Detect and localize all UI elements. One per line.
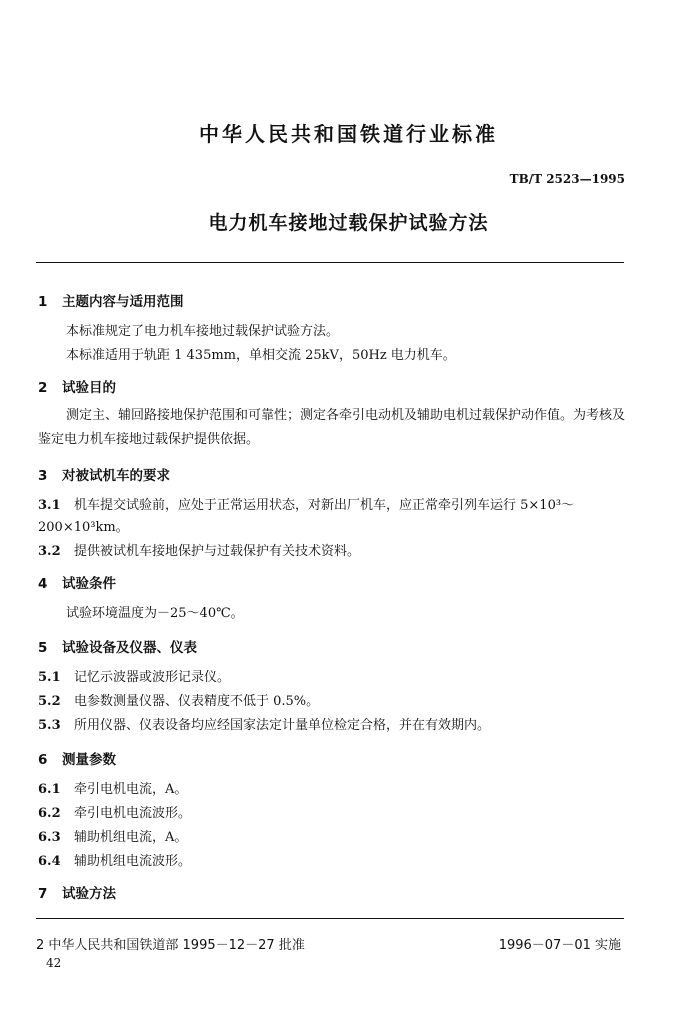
section-title: 试验目的 xyxy=(62,380,116,396)
section-title: 对被试机车的要求 xyxy=(62,468,170,484)
item-number: 6.1 xyxy=(38,782,61,797)
implementation-date: 1996－07－01 实施 xyxy=(498,938,621,953)
item-number: 5.3 xyxy=(38,718,61,733)
section-title: 主题内容与适用范围 xyxy=(62,294,184,310)
page-number: 42 xyxy=(46,956,62,970)
section-title: 试验设备及仪器、仪表 xyxy=(62,640,197,656)
section-6-heading xyxy=(38,748,116,768)
section-1-heading xyxy=(38,290,184,310)
item-6-1 xyxy=(38,778,187,797)
item-3-2 xyxy=(38,540,360,559)
section-4-heading xyxy=(38,572,116,592)
section-number: 3 xyxy=(38,468,48,484)
section-2-paragraph: 测定主、辅回路接地保护范围和可靠性；测定各牵引电动机及辅助电机过载保护动作值。为考核及鉴定电力机车接地过载保护提供依据。 xyxy=(38,408,626,447)
section-number: 7 xyxy=(38,886,48,902)
item-5-2 xyxy=(38,690,319,709)
section-1-line-2: 本标准适用于轨距 1 435mm，单相交流 25kV，50Hz 电力机车。 xyxy=(66,348,456,363)
item-5-1 xyxy=(38,666,230,685)
item-6-4 xyxy=(38,850,191,869)
item-text: 提供被试机车接地保护与过载保护有关技术资料。 xyxy=(74,544,361,559)
item-3-1 xyxy=(38,494,574,513)
item-text: 辅助机组电流，A。 xyxy=(74,830,188,845)
item-text: 记忆示波器或波形记录仪。 xyxy=(74,670,231,685)
section-title: 试验条件 xyxy=(62,576,116,592)
section-title: 测量参数 xyxy=(62,752,116,768)
section-5-heading xyxy=(38,636,197,656)
section-1-line-1: 本标准规定了电力机车接地过载保护试验方法。 xyxy=(66,324,340,339)
section-7-heading xyxy=(38,882,116,902)
item-text: 电参数测量仪器、仪表精度不低于 0.5%。 xyxy=(74,694,320,709)
bottom-rule xyxy=(36,918,624,919)
item-text: 辅助机组电流波形。 xyxy=(74,854,192,869)
section-4-line-1: 试验环境温度为－25～40℃。 xyxy=(66,606,244,621)
section-number: 1 xyxy=(38,294,48,310)
document-title: 电力机车接地过载保护试验方法 xyxy=(208,212,489,234)
item-3-1-continued: 200×10³km。 xyxy=(38,520,129,535)
item-6-3 xyxy=(38,826,187,845)
item-number: 3.1 xyxy=(38,498,61,513)
section-number: 2 xyxy=(38,380,48,396)
item-number: 5.2 xyxy=(38,694,61,709)
item-number: 5.1 xyxy=(38,670,61,685)
approval-note: 2 中华人民共和国铁道部 1995－12－27 批准 xyxy=(36,938,305,953)
item-number: 6.3 xyxy=(38,830,61,845)
item-text: 机车提交试验前，应处于正常运用状态，对新出厂机车，应正常牵引列车运行 5×10³～ xyxy=(74,498,575,513)
standard-code: TB/T 2523—1995 xyxy=(509,172,625,186)
item-number: 6.2 xyxy=(38,806,61,821)
item-number: 6.4 xyxy=(38,854,61,869)
item-6-2 xyxy=(38,802,191,821)
item-text: 牵引电机电流，A。 xyxy=(74,782,188,797)
item-5-3 xyxy=(38,714,490,733)
top-rule xyxy=(36,262,624,263)
standard-title: 中华人民共和国铁道行业标准 xyxy=(199,122,498,146)
item-number: 3.2 xyxy=(38,544,61,559)
section-number: 6 xyxy=(38,752,48,768)
section-title: 试验方法 xyxy=(62,886,116,902)
item-text: 所用仪器、仪表设备均应经国家法定计量单位检定合格，并在有效期内。 xyxy=(74,718,491,733)
section-3-heading xyxy=(38,464,170,484)
section-number: 5 xyxy=(38,640,48,656)
section-2-heading xyxy=(38,376,116,396)
section-number: 4 xyxy=(38,576,48,592)
item-text: 牵引电机电流波形。 xyxy=(74,806,192,821)
